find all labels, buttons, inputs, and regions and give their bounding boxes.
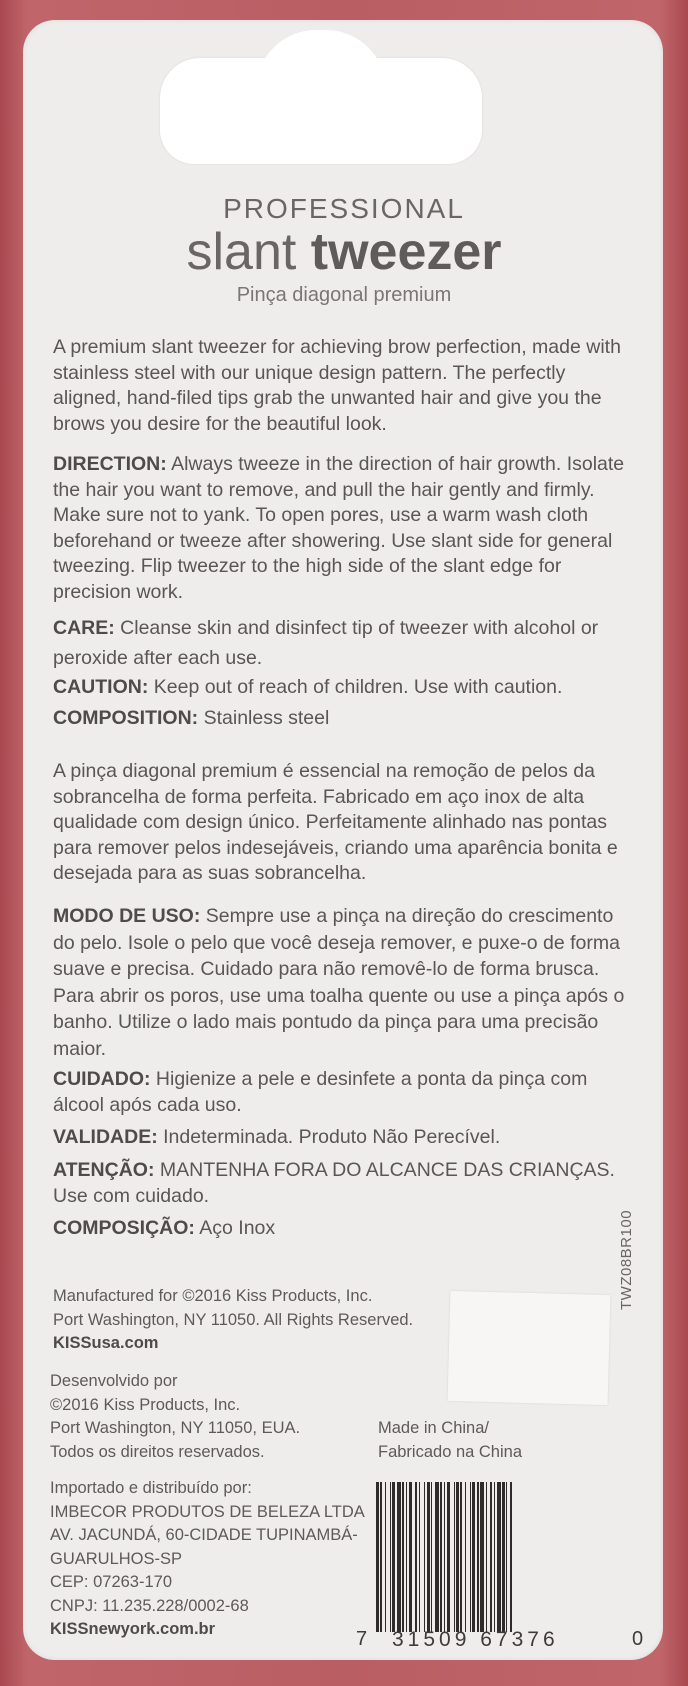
direction-section	[53, 452, 638, 606]
developer-line: Desenvolvido por	[50, 1372, 178, 1390]
barcode-digits: 31509 67376	[392, 1628, 559, 1651]
brand-kicker: PROFESSIONAL	[223, 193, 465, 224]
manufacturer-website: KISSusa.com	[53, 1334, 159, 1352]
caution-label: CAUTION:	[53, 676, 149, 698]
developer-info	[50, 1370, 350, 1464]
validade-section	[53, 1125, 638, 1151]
price-sticker	[448, 1291, 611, 1405]
composicao-label: COMPOSIÇÃO:	[53, 1217, 195, 1239]
english-intro: A premium slant tweezer for achieving brow perfection, made with stainless steel with our unique design pattern. The perfectly aligned, hand-filed tips grab the unwanted hair and give you the brows you desire for the beautiful look.	[53, 336, 621, 435]
composition-label: COMPOSITION:	[53, 707, 199, 729]
importer-line: CEP: 07263-170	[50, 1573, 173, 1591]
caution-text: Keep out of reach of children. Use with caution.	[148, 676, 563, 698]
importer-info	[50, 1477, 370, 1642]
product-title	[0, 222, 688, 282]
atencao-section	[53, 1158, 638, 1209]
modo-de-uso-label: MODO DE USO:	[53, 905, 201, 927]
composicao-text: Aço Inox	[194, 1217, 276, 1239]
atencao-text: MANTENHA FORA DO ALCANCE DAS CRIANÇAS. Use com cuidado.	[53, 1159, 615, 1207]
composicao-section	[53, 1216, 638, 1242]
cuidado-label: CUIDADO:	[53, 1068, 151, 1090]
product-title-light: slant	[186, 223, 311, 281]
developer-line: Port Washington, NY 11050, EUA.	[50, 1419, 301, 1437]
developer-line: ©2016 Kiss Products, Inc.	[50, 1395, 241, 1414]
product-subtitle: Pinça diagonal premium	[236, 284, 452, 306]
manufacturer-line: Manufactured for ©2016 Kiss Products, Inc.	[53, 1287, 373, 1305]
origin-line: Made in China/	[378, 1419, 489, 1437]
developer-line: Todos os direitos reservados.	[50, 1442, 265, 1461]
caution-section	[53, 675, 638, 701]
cuidado-text: Higienize a pele e desinfete a ponta da pinça com álcool após cada uso.	[53, 1068, 588, 1116]
validade-text: Indeterminada. Produto Não Perecível.	[157, 1126, 501, 1148]
origin-line: Fabricado na China	[378, 1442, 523, 1461]
care-section	[53, 613, 638, 673]
care-label: CARE:	[53, 617, 115, 639]
composition-section	[53, 706, 638, 732]
importer-line: AV. JACUNDÁ, 60-CIDADE TUPINAMBÁ-	[50, 1526, 358, 1544]
importer-line: GUARULHOS-SP	[50, 1549, 183, 1568]
direction-text: Always tweeze in the direction of hair growth. Isolate the hair you want to remove, and pull the hair gently and firmly. Make sure not to yank. To open pores, use a warm wash cloth beforehand or tweeze after showering. Use slant side for general tweezing. Flip tweezer to the high side of the slant edge for precision work.	[53, 453, 625, 603]
manufacturer-info	[53, 1285, 453, 1356]
importer-line: IMBECOR PRODUTOS DE BELEZA LTDA	[50, 1502, 365, 1521]
barcode-bar	[512, 1482, 513, 1632]
portuguese-intro: A pinça diagonal premium é essencial na remoção de pelos da sobrancelha de forma perfeita. Fabricado em aço inox de alta qualidade com design único. Perfeitamente alinhado nas pontas para remover pelos indesejáveis, criando uma aparência bonita e desejada para as suas sobrancelha.	[53, 760, 618, 885]
atencao-label: ATENÇÃO:	[53, 1159, 155, 1181]
product-code: TWZ08BR100	[618, 1209, 635, 1310]
barcode-digit-right: 0	[632, 1628, 644, 1650]
origin-info	[378, 1417, 628, 1464]
barcode-digit-left: 7	[356, 1628, 368, 1650]
importer-line: CNPJ: 11.235.228/0002-68	[50, 1596, 249, 1615]
product-title-bold: tweezer	[310, 223, 502, 281]
barcode	[376, 1482, 624, 1632]
modo-de-uso-text: Sempre use a pinça na direção do crescimento do pelo. Isole o pelo que você deseja remover, e puxe-o de forma suave e precisa. Cuidado para não removê-lo de forma brusca. Para abrir os poros, use uma toalha quente ou use a pinça após o banho. Utilize o lado mais pontudo da pinça para uma precisão maior.	[53, 905, 625, 1060]
hang-hole	[160, 58, 482, 164]
importer-line: Importado e distribuído por:	[50, 1479, 252, 1497]
modo-de-uso-section	[53, 903, 638, 1062]
cuidado-section	[53, 1067, 638, 1118]
direction-label: DIRECTION:	[53, 453, 167, 475]
care-text: Cleanse skin and disinfect tip of tweezer with alcohol or peroxide after each use.	[53, 617, 599, 669]
validade-label: VALIDADE:	[53, 1126, 158, 1148]
composition-text: Stainless steel	[198, 707, 330, 729]
importer-website: KISSnewyork.com.br	[50, 1620, 216, 1638]
manufacturer-line: Port Washington, NY 11050. All Rights Reserved.	[53, 1310, 414, 1329]
